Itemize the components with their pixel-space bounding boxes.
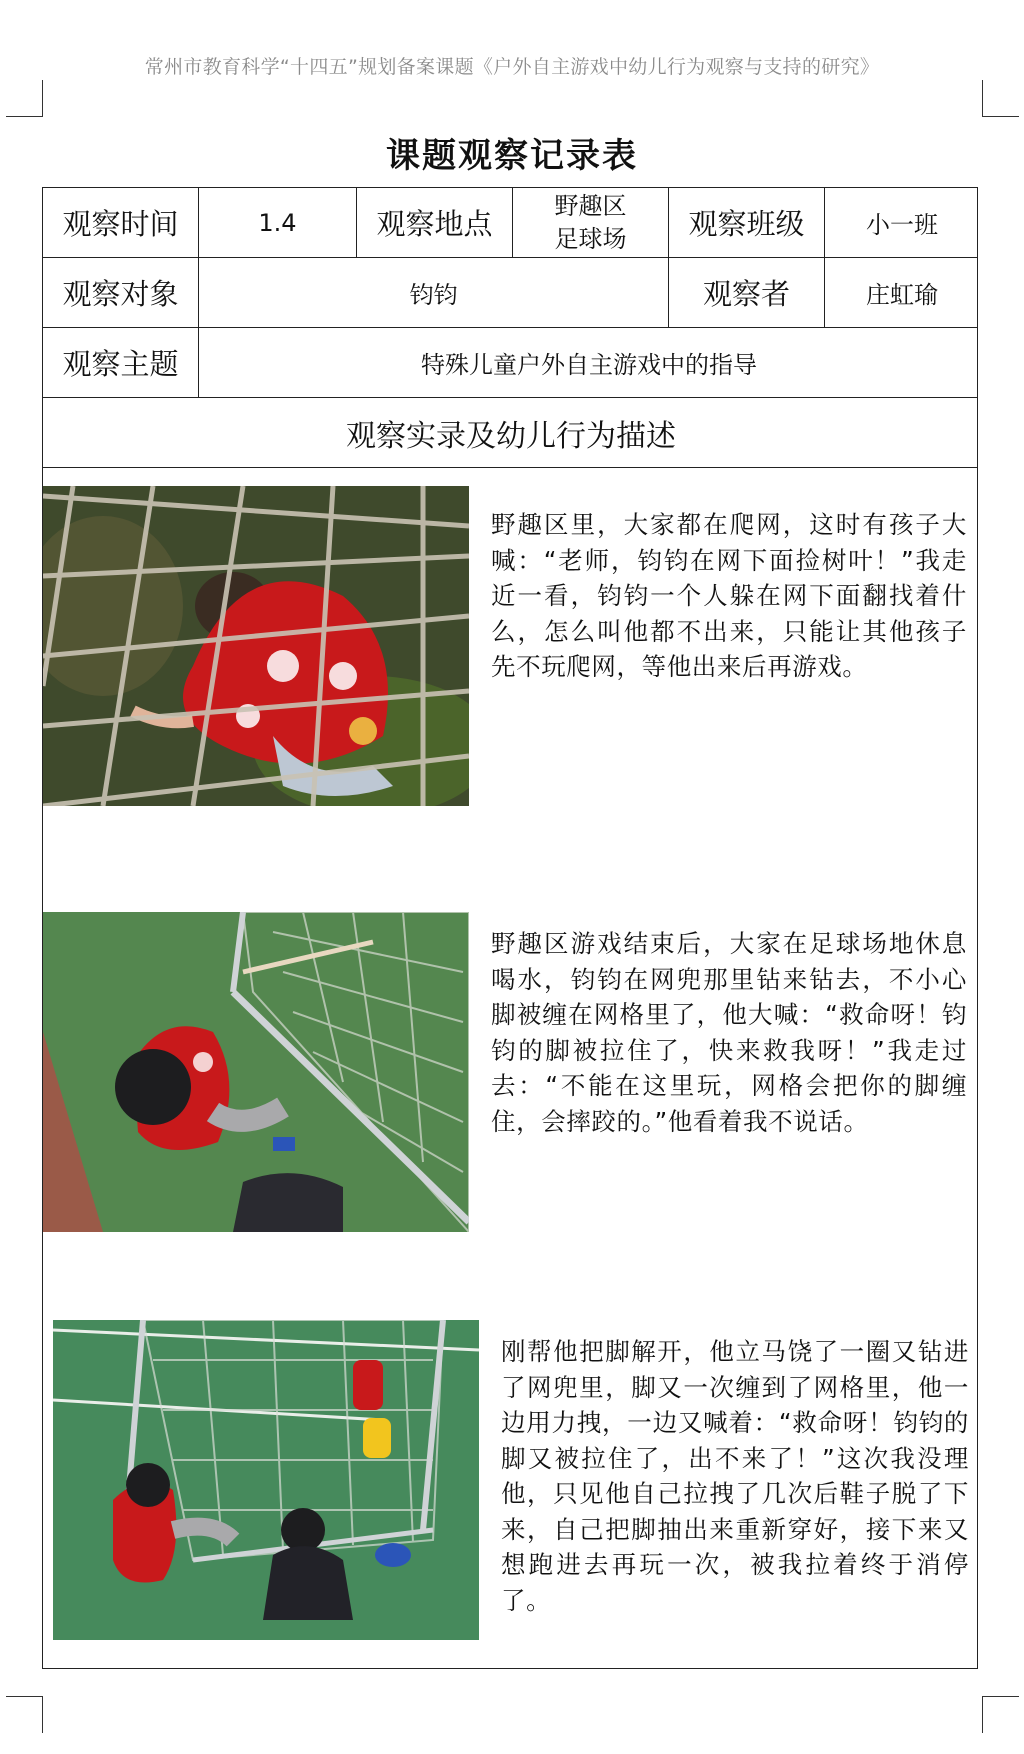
record-text-3: 刚帮他把脚解开，他立马饶了一圈又钻进了网兜里，脚又一次缠到了网格里，他一边用力拽，一边又喊着：“救命呀！钧钧的脚又被拉住了，出不来了！”这次我没理他，只见他自己拉拽了几次后鞋子脱了下来，自己把脚抽出来重新穿好，接下来又想跑进去再玩一次，被我拉着终于消停了。	[501, 1337, 969, 1615]
time-label: 观察时间	[43, 188, 199, 257]
theme-label: 观察主题	[43, 328, 199, 397]
info-row-2	[43, 258, 977, 328]
place-value: 野趣区 足球场	[513, 188, 669, 257]
subject-value: 钧钧	[199, 258, 669, 327]
place-label: 观察地点	[357, 188, 513, 257]
info-row-1	[43, 188, 977, 258]
crop-mark-top-left	[6, 80, 43, 117]
class-label: 观察班级	[669, 188, 825, 257]
class-value: 小一班	[866, 211, 938, 239]
page-title: 课题观察记录表	[386, 136, 638, 176]
child-by-goal-illustration	[43, 912, 469, 1232]
observer-label: 观察者	[669, 258, 825, 327]
time-value: 1.4	[199, 188, 357, 257]
record-text-2: 野趣区游戏结束后，大家在足球场地休息喝水，钧钧在网兜那里钻来钻去，不小心脚被缠在网格里了，他大喊：“救命呀！钧钧的脚被拉住了，快来救我呀！”我走过去：“不能在这里玩，网格会把你的脚缠住，会摔跤的。”他看着我不说话。	[491, 929, 967, 1136]
children-near-goal-illustration	[53, 1320, 479, 1640]
crop-mark-bottom-left	[6, 1696, 43, 1733]
observer-value: 庄虹瑜	[866, 281, 938, 309]
info-row-3	[43, 328, 977, 398]
record-text-1: 野趣区里，大家都在爬网，这时有孩子大喊：“老师，钧钧在网下面捡树叶！”我走近一看，钧钧一个人躲在网下面翻找着什么，怎么叫他都不出来，只能让其他孩子先不玩爬网，等他出来后再游戏。	[491, 510, 967, 681]
observation-record-table	[42, 187, 978, 1669]
subject-label: 观察对象	[43, 258, 199, 327]
record-photo-2	[43, 912, 469, 1232]
record-photo-1	[43, 486, 469, 806]
crop-mark-bottom-right	[982, 1696, 1019, 1733]
crop-mark-top-right	[982, 80, 1019, 117]
header-note: 常州市教育科学“十四五”规划备案课题《户外自主游戏中幼儿行为观察与支持的研究》	[144, 56, 880, 78]
record-photo-3	[53, 1320, 479, 1640]
child-under-net-illustration	[43, 486, 469, 806]
theme-value: 特殊儿童户外自主游戏中的指导	[421, 351, 757, 379]
section-title: 观察实录及幼儿行为描述	[346, 418, 676, 454]
section-row	[43, 398, 977, 468]
